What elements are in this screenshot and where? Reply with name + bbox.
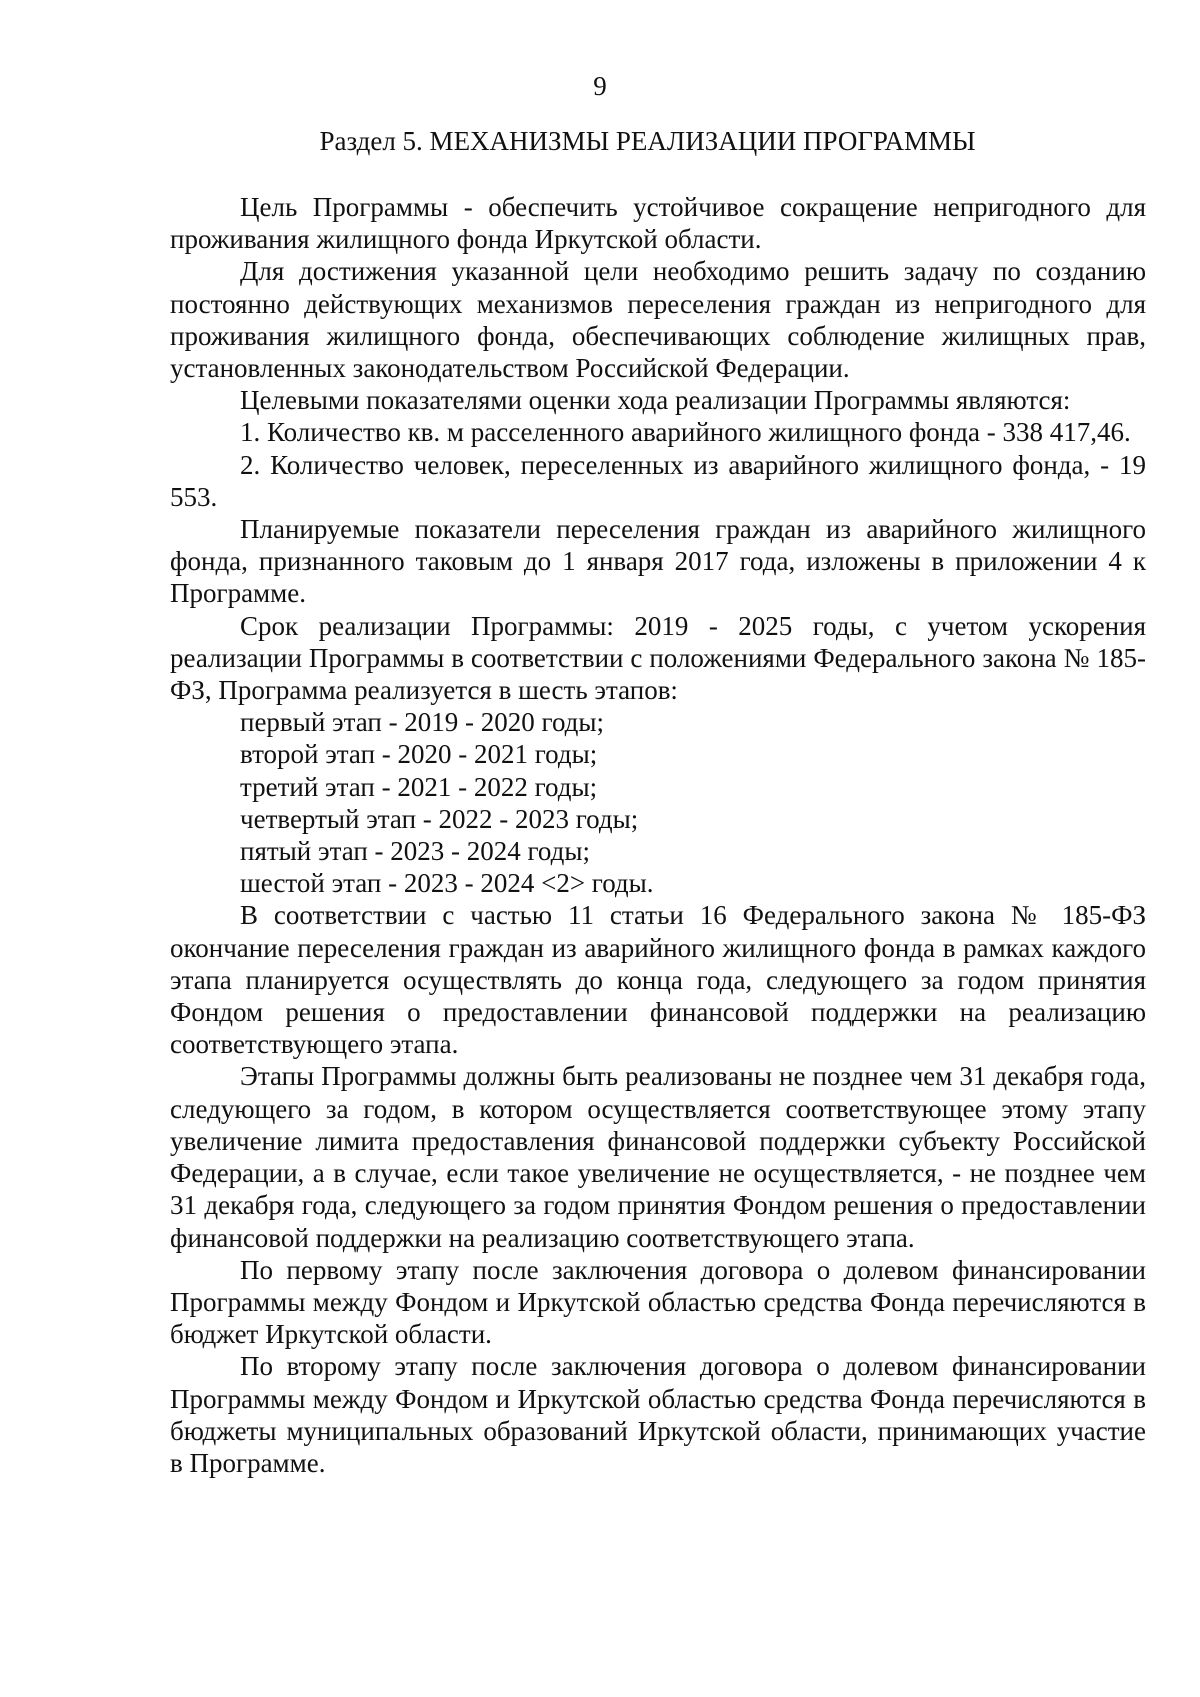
paragraph-goal: Цель Программы - обеспечить устойчивое сокращение непригодного для проживания жилищного фонда Иркутской области. bbox=[170, 192, 1146, 255]
paragraph-indicator-2: 2. Количество человек, переселенных из аварийного жилищного фонда, - 19 553. bbox=[170, 449, 1146, 512]
paragraph-second-stage: По второму этапу после заключения договора о долевом финансировании Программы между Фондом и Иркутской областью средства Фонда перечисляются в бюджеты муниципальных образований Иркутской области, принимающих участие в Программе. bbox=[170, 1351, 1146, 1478]
paragraph-planned-indicators: Планируемые показатели переселения граждан из аварийного жилищного фонда, признанного таковым до 1 января 2017 года, изложены в приложении 4 к Программе. bbox=[170, 514, 1146, 609]
stage-item-5: пятый этап - 2023 - 2024 годы; bbox=[240, 836, 591, 867]
stage-item-4: четвертый этап - 2022 - 2023 годы; bbox=[240, 803, 639, 834]
paragraph-first-stage: По первому этапу после заключения договора о долевом финансировании Программы между Фондом и Иркутской областью средства Фонда перечисляются в бюджет Иркутской области. bbox=[170, 1254, 1146, 1350]
section-title: Раздел 5. МЕХАНИЗМЫ РЕАЛИЗАЦИИ ПРОГРАММЫ bbox=[319, 126, 976, 156]
stage-item-2: второй этап - 2020 - 2021 годы; bbox=[240, 739, 598, 770]
paragraph-indicator-1: 1. Количество кв. м расселенного аварийного жилищного фонда - 338 417,46. bbox=[240, 417, 1131, 448]
stage-item-6: шестой этап - 2023 - 2024 <2> годы. bbox=[240, 868, 654, 899]
paragraph-deadline: Этапы Программы должны быть реализованы не позднее чем 31 декабря года, следующего за годом, в котором осуществляется соответствующее этому этапу увеличение лимита предоставления финансовой поддержки субъекту Российской Федерации, а в случае, если такое увеличение не осуществляется, - не позднее чем 31 декабря года, следующего за годом принятия Фондом решения о предоставлении финансовой поддержки на реализацию соответствующего этапа. bbox=[170, 1061, 1146, 1253]
paragraph-task: Для достижения указанной цели необходимо решить задачу по созданию постоянно действующих механизмов переселения граждан из непригодного для проживания жилищного фонда, обеспечивающих соблюдение жилищных прав, установленных законодательством Российской Федерации. bbox=[170, 256, 1146, 384]
paragraph-term: Срок реализации Программы: 2019 - 2025 годы, с учетом ускорения реализации Программы в соответствии с положениями Федерального закона № 185-ФЗ, Программа реализуется в шесть этапов: bbox=[170, 610, 1146, 706]
paragraph-indicators-intro: Целевыми показателями оценки хода реализации Программы являются: bbox=[240, 385, 1071, 416]
stage-item-3: третий этап - 2021 - 2022 годы; bbox=[240, 771, 598, 802]
document-body bbox=[170, 191, 1146, 1479]
stage-item-1: первый этап - 2019 - 2020 годы; bbox=[240, 707, 605, 738]
page-number: 9 bbox=[593, 71, 607, 101]
paragraph-completion: В соответствии с частью 11 статьи 16 Федерального закона № 185-ФЗ окончание переселения граждан из аварийного жилищного фонда в рамках каждого этапа планируется осуществлять до конца года, следующего за годом принятия Фондом решения о предоставлении финансовой поддержки на реализацию соответствующего этапа. bbox=[170, 900, 1146, 1060]
